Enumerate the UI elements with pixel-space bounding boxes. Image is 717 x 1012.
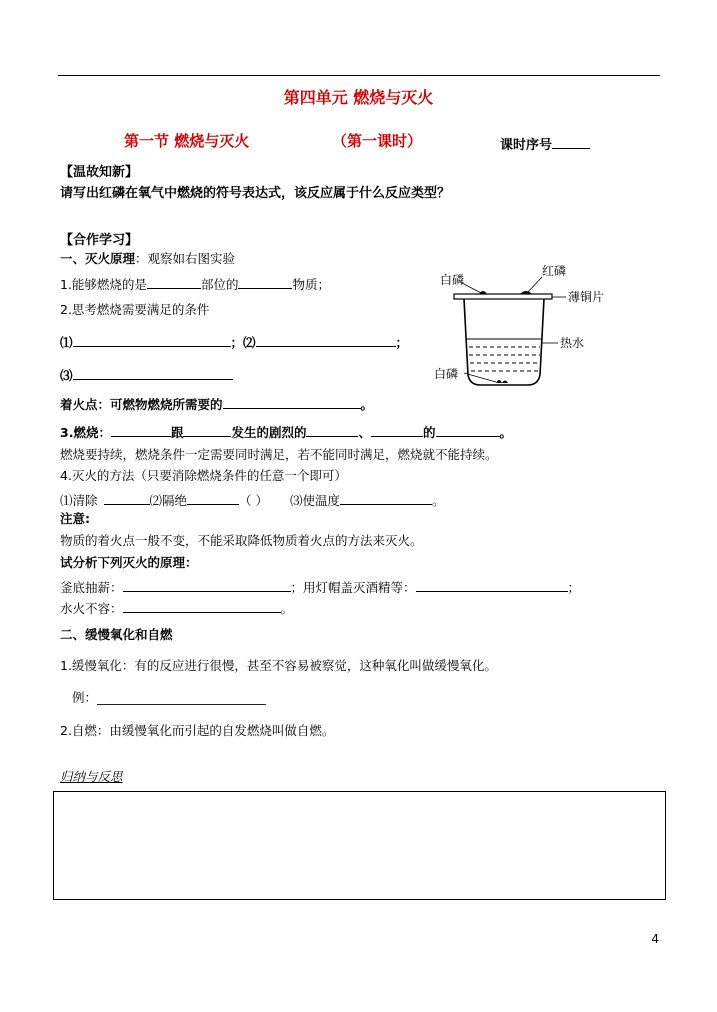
q1-blank-1[interactable] xyxy=(147,276,201,289)
section-title: 第一节 燃烧与灭火 xyxy=(124,132,250,150)
ex3-blank[interactable] xyxy=(123,600,281,613)
label-white-p-bottom: 白磷 xyxy=(434,367,459,381)
q3-e: 的 xyxy=(423,425,436,440)
q3-b: 跟 xyxy=(170,425,184,440)
label-white-p-top: 白磷 xyxy=(440,273,465,287)
method-2-paren: （ ） xyxy=(239,493,269,508)
part1-tail: ：观察如右图实验 xyxy=(135,251,236,266)
q3-blank-4[interactable] xyxy=(371,424,423,437)
leader-red xyxy=(528,277,542,292)
method-3-end: 。 xyxy=(432,493,445,508)
spontaneous-text: 2.自燃：由缓慢氧化而引起的自发燃烧叫做自燃。 xyxy=(60,723,335,738)
q1-c: 物质； xyxy=(292,277,330,292)
q3-d: 、 xyxy=(358,425,371,440)
ex1-blank[interactable] xyxy=(123,579,291,592)
ignition-a: 着火点：可燃物燃烧所需要的 xyxy=(60,397,223,412)
q3-line xyxy=(60,424,512,440)
methods-line xyxy=(60,492,445,508)
q3-blank-5[interactable] xyxy=(436,424,500,437)
part1-title: 一、灭火原理 xyxy=(60,251,136,266)
sustain-text: 燃烧要持续，燃烧条件一定需要同时满足，若不能同时满足，燃烧就不能持续。 xyxy=(60,447,498,462)
method-2-blank[interactable] xyxy=(187,492,239,505)
white-phosphorus-bottom xyxy=(496,380,508,383)
beaker xyxy=(464,299,544,385)
method-3: ⑶使温度 xyxy=(290,493,341,508)
q1-a: 1.能够燃烧的是 xyxy=(60,277,147,292)
unit-title: 第四单元 燃烧与灭火 xyxy=(283,88,434,107)
note-text: 物质的着火点一般不变，不能采取降低物质着火点的方法来灭火。 xyxy=(60,533,423,548)
experiment-figure xyxy=(424,263,624,393)
lesson-order xyxy=(500,136,590,152)
examples-line-1 xyxy=(60,579,580,595)
q3-blank-1[interactable] xyxy=(111,424,171,437)
page-number: 4 xyxy=(651,932,659,946)
label-copper: 薄铜片 xyxy=(568,290,605,304)
cond-2-blank[interactable] xyxy=(256,334,396,347)
ex2-blank[interactable] xyxy=(416,579,568,592)
slow-oxidation-text: 1.缓慢氧化：有的反应进行很慢，甚至不容易被察觉，这种氧化叫做缓慢氧化。 xyxy=(60,658,497,673)
ex3-label: 水火不容： xyxy=(60,601,123,616)
method-2: ⑵隔绝 xyxy=(149,493,188,508)
cond-3-label: ⑶ xyxy=(60,368,73,383)
leader-white-top xyxy=(462,283,481,293)
cond-1-sep: ； xyxy=(230,335,244,350)
review-question: 请写出红磷在氧气中燃烧的符号表达式，该反应属于什么反应类型？ xyxy=(60,186,451,201)
analyze-heading: 试分析下列灭火的原理： xyxy=(60,555,198,570)
cond-1-blank[interactable] xyxy=(73,334,231,347)
lesson-order-label: 课时序号 xyxy=(500,138,553,153)
lesson-order-blank[interactable] xyxy=(552,136,590,149)
reflection-box[interactable] xyxy=(53,791,666,900)
q1-blank-2[interactable] xyxy=(238,276,292,289)
method-3-blank[interactable] xyxy=(340,492,432,505)
label-hot-water: 热水 xyxy=(560,336,585,350)
label-red-p: 红磷 xyxy=(542,264,567,278)
ex2-end: ； xyxy=(567,580,581,595)
examples-line-2 xyxy=(60,600,293,616)
cond-1-label: ⑴ xyxy=(60,335,73,350)
cond-3-line xyxy=(60,367,233,383)
method-1-blank[interactable] xyxy=(104,492,150,505)
method-1: ⑴清除 xyxy=(60,493,98,508)
reflection-label: 归纳与反思 xyxy=(60,769,123,784)
ex3-end: 。 xyxy=(280,601,294,616)
cond-2-end: ； xyxy=(395,335,409,350)
note-label: 注意: xyxy=(60,511,90,526)
cond-2-label: ⑵ xyxy=(243,335,256,350)
example-line xyxy=(72,692,266,705)
q3-a: 3.燃烧： xyxy=(60,425,111,440)
q3-f: 。 xyxy=(499,425,513,440)
coop-heading: 【合作学习】 xyxy=(60,233,139,248)
cond-3-blank[interactable] xyxy=(73,367,233,380)
example-blank[interactable]: ___________________________ xyxy=(97,690,266,705)
ex2-label: ；用灯帽盖灭酒精等： xyxy=(290,580,416,595)
q3-blank-3[interactable] xyxy=(306,424,358,437)
ignition-line xyxy=(60,396,373,412)
part2-title: 二、缓慢氧化和自燃 xyxy=(60,627,173,642)
cond-1-2-line xyxy=(60,334,408,350)
q1-b: 部位的 xyxy=(200,277,239,292)
ignition-end: 。 xyxy=(360,397,374,412)
part1-title-line xyxy=(60,253,235,266)
q4-line: 4.灭火的方法（只要消除燃烧条件的任意一个即可） xyxy=(60,468,347,483)
q1-line xyxy=(60,276,330,292)
q3-blank-2[interactable] xyxy=(183,424,231,437)
q3-c: 发生的剧烈的 xyxy=(231,425,307,440)
review-heading: 【温故知新】 xyxy=(60,165,139,180)
header-rule xyxy=(58,75,660,76)
lesson-tag: （第一课时） xyxy=(332,132,423,150)
copper-sheet xyxy=(454,294,552,299)
q2-line: 2.思考燃烧需要满足的条件 xyxy=(60,302,210,317)
water-lines xyxy=(469,347,540,371)
red-phosphorus xyxy=(520,291,532,294)
example-label: 例： xyxy=(72,690,98,705)
ex1-label: 釜底抽薪： xyxy=(60,580,123,595)
ignition-blank[interactable] xyxy=(223,396,361,409)
